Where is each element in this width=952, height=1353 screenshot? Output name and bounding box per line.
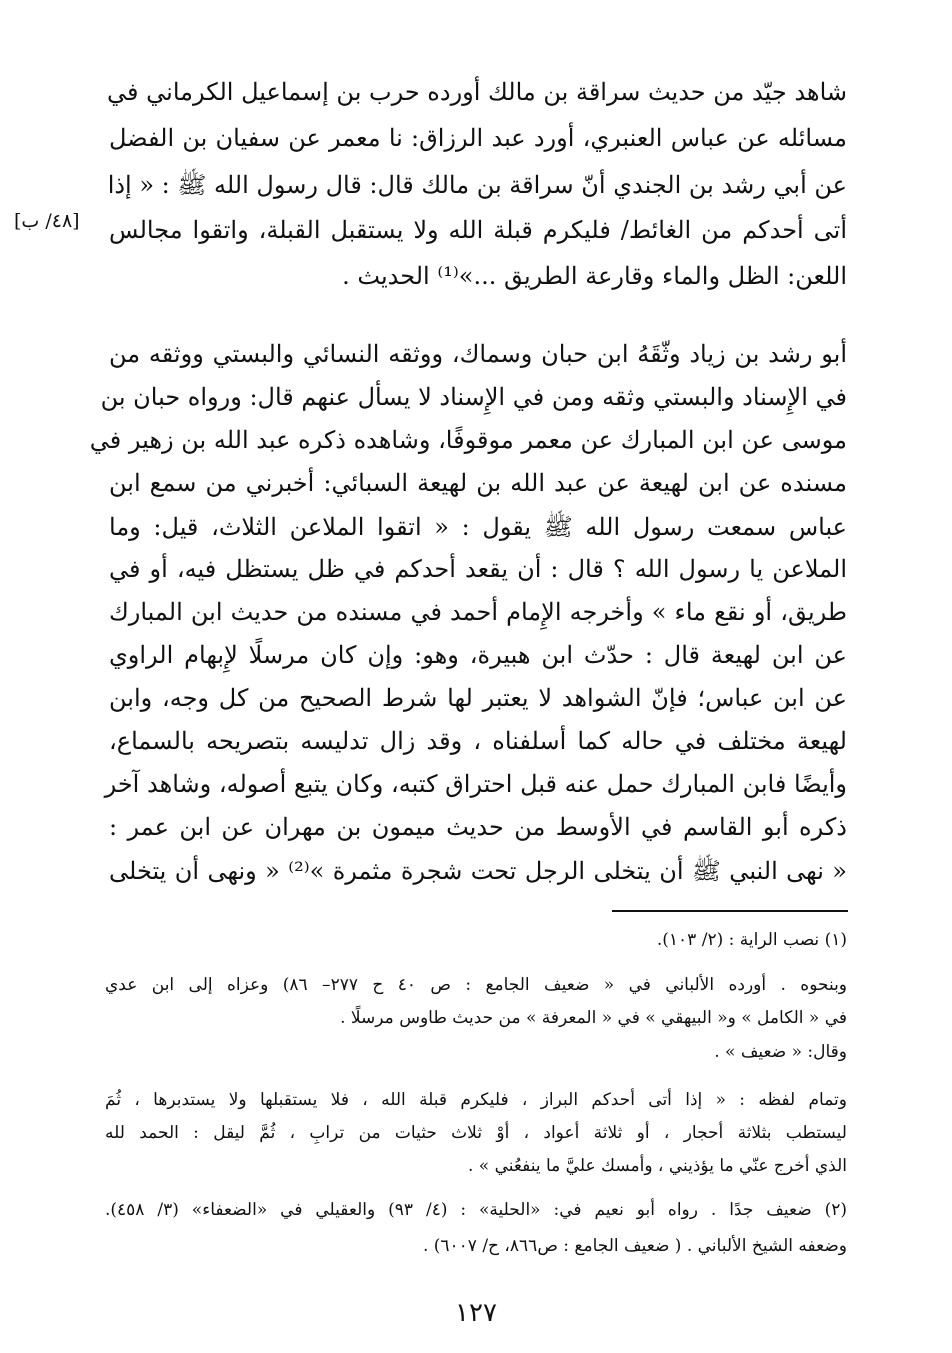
footnote-line: وتمام لفظه : « إذا أتى أحدكم البراز ، فليكرم قبلة الله ، فلا يستقبلها ولا يستدبرها ، ثُمَ — [105, 1090, 847, 1110]
text-line: موسى عن ابن المبارك عن معمر موقوفًا، وشاهده ذكره عبد الله بن زهير في — [89, 426, 847, 454]
text-line: ذكره أبو القاسم في الأوسط من حديث ميمون بن مهران عن ابن عمر : — [109, 813, 847, 841]
footnote-line: وقال: « ضعيف » . — [714, 1042, 847, 1062]
text-line: عن ابن لهيعة قال : حدّث ابن هبيرة، وهو: وإن كان مرسلًا لإِبهام الراوي — [109, 641, 847, 669]
text-line: أبو رشد بن زياد وثّقَهُ ابن حبان وسماك، ووثقه النسائي والبستي ووثقه من — [109, 340, 847, 368]
footnote-line: (١) نصب الراية : (٢/ ١٠٣). — [656, 930, 847, 950]
text-line: مسنده عن ابن لهيعة عن عبد الله بن لهيعة السبائي: أخبرني من سمع ابن — [109, 469, 847, 497]
footnote-line: الذي أخرج عنّي ما يؤذيني ، وأمسك عليَّ ما ينفعُني » . — [467, 1156, 847, 1176]
text-line: عن ابن عباس؛ فإنّ الشواهد لا يعتبر لها شرط الصحيح من كل وجه، وابن — [109, 684, 847, 712]
text-line: عباس سمعت رسول الله ﷺ يقول : « اتقوا الملاعن الثلاث، قيل: وما — [109, 513, 847, 541]
footnote-line: وضعفه الشيخ الألباني . ( ضعيف الجامع : ص٨٦٦، ح/ ٦٠٠٧) . — [422, 1236, 847, 1256]
text-line: وأيضًا فابن المبارك حمل عنه قبل احتراق كتبه، وكان يتبع أصوله، وشاهد آخر — [104, 770, 847, 798]
text-line: أتى أحدكم من الغائط/ فليكرم قبلة الله ولا يستقبل القبلة، واتقوا مجالس — [109, 216, 848, 244]
text-line: في الإِسناد والبستي وثقه ومن في الإِسناد لا يسأل عنهم قال: ورواه حبان بن — [100, 383, 847, 411]
footnote-line: (٢) ضعيف جدًا . رواه أبو نعيم في: «الحلية» : (٤/ ٩٣) والعقيلي في «الضعفاء» (٣/ ٤٥٨). — [105, 1200, 847, 1220]
text-line: الملاعن يا رسول الله ؟ قال : أن يقعد أحدكم في ظل يستظل فيه، أو في — [109, 555, 847, 583]
footnote-line: ليستطب بثلاثة أحجار ، أو ثلاثة أعواد ، أوْ ثلاث حثيات من ترابِ ، ثُمَّ ليقل : الحمد لله — [105, 1123, 847, 1143]
footnote-line: في « الكامل » و« البيهقي » في « المعرفة » من حديث طاوس مرسلًا . — [340, 1008, 847, 1028]
text-line: اللعن: الظل والماء وقارعة الطريق ...»⁽¹⁾ الحديث . — [342, 262, 847, 290]
text-line: طريق، أو نقع ماء » وأخرجه الإِمام أحمد في مسنده من حديث ابن المبارك — [109, 598, 847, 626]
text-line: شاهد جيّد من حديث سراقة بن مالك أورده حرب بن إسماعيل الكرماني في — [107, 78, 847, 106]
text-line: عن أبي رشد بن الجندي أنّ سراقة بن مالك قال: قال رسول الله ﷺ : « إذا — [107, 171, 847, 199]
text-line: مسائله عن عباس العنبري، أورد عبد الرزاق: نا معمر عن سفيان بن الفضل — [109, 124, 847, 152]
margin-folio-note: [٤٨/ ب] — [14, 210, 80, 232]
page-number: ١٢٧ — [455, 1298, 497, 1328]
text-line: « نهى النبي ﷺ أن يتخلى الرجل تحت شجرة مثمرة »⁽²⁾ « ونهى أن يتخلى — [109, 857, 847, 885]
footnote-divider — [612, 910, 848, 912]
footnote-line: وبنحوه . أورده الألباني في « ضعيف الجامع : ص ٤٠ ح ٢٧٧– ٨٦) وعزاه إلى ابن عدي — [105, 975, 848, 995]
text-line: لهيعة مختلف في حاله كما أسلفناه ، وقد زال تدليسه بتصريحه بالسماع، — [109, 727, 847, 755]
